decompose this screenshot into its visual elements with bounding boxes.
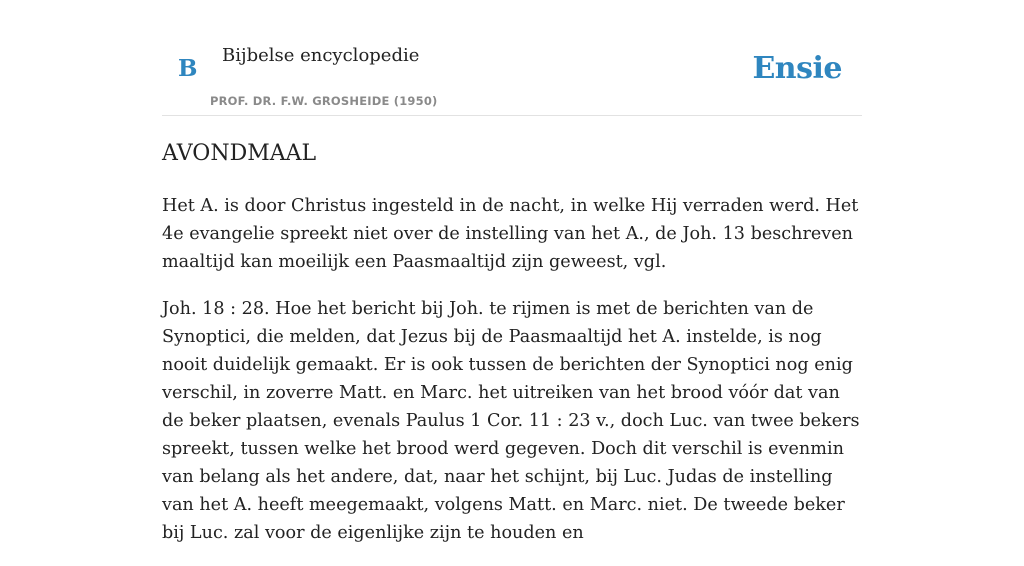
entry-paragraph: Joh. 18 : 28. Hoe het bericht bij Joh. te rijmen is met de berichten van de Synoptici, die melden, dat Jezus bij de Paasmaaltijd het A. instelde, is nog nooit duidelijk gemaakt. Er is ook tussen de berichten der Synoptici nog enig verschil, in zoverre Matt. en Marc. het uitreiken van het brood vóór dat van de beker plaatsen, evenals Paulus 1 Cor. 11 : 23 v., doch Luc. van twee bekers spreekt, tussen welke het brood werd gegeven. Doch dit verschil is evenmin van belang als het andere, dat, naar het schijnt, bij Luc. Judas de instelling van het A. heeft meegemaakt, volgens Matt. en Marc. niet. De tweede beker bij Luc. zal voor de eigenlijke zijn te houden en — [162, 299, 860, 543]
book-title-link[interactable]: Bijbelse encyclopedie — [222, 45, 420, 66]
book-logo[interactable]: B — [178, 55, 198, 82]
entry-paragraph: Het A. is door Christus ingesteld in de nacht, in welke Hij verraden werd. Het 4e evangelie spreekt niet over de instelling van het A., de Joh. 13 beschreven maaltijd kan moeilijk een Paasmaaltijd zijn geweest, vgl. — [162, 196, 859, 272]
entry-title: AVONDMAAL — [162, 141, 317, 166]
page — [162, 0, 862, 543]
entry-body — [162, 192, 862, 566]
ensie-logo[interactable]: Ensie — [752, 51, 842, 86]
book-author: PROF. DR. F.W. GROSHEIDE (1950) — [210, 94, 438, 108]
header — [162, 0, 862, 116]
